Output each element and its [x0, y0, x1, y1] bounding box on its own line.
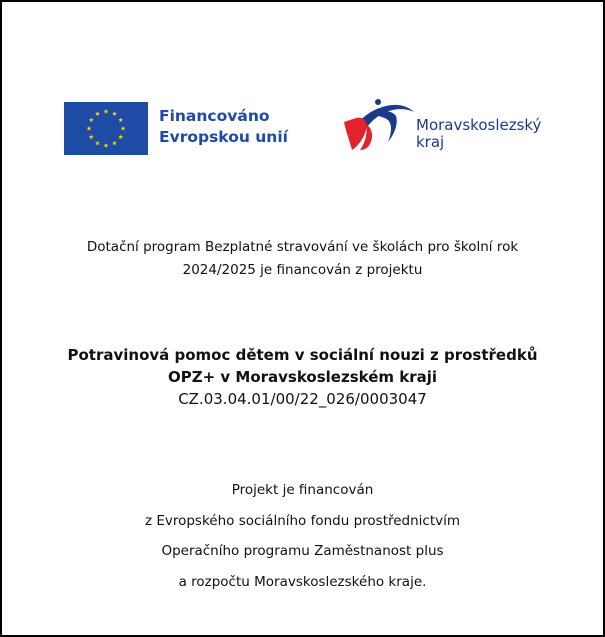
region-label-line2: kraj [416, 133, 445, 151]
eu-star-icon [118, 134, 123, 139]
project-title-line1: Potravinová pomoc dětem v sociální nouzi z prostředků [67, 346, 538, 364]
project-title-line2: OPZ+ v Moravskoslezském kraji [167, 368, 438, 386]
region-label [416, 117, 541, 151]
eu-flag-icon [64, 102, 148, 155]
eu-star-icon [112, 141, 117, 146]
region-label-line1: Moravskoslezský [416, 116, 542, 134]
eu-star-icon [95, 111, 100, 116]
eu-star-icon [104, 109, 109, 114]
funding-line1: Projekt je financován [231, 482, 374, 498]
intro-line2: 2024/2025 je financován z projektu [182, 262, 423, 278]
eu-label-line1: Financováno [159, 107, 270, 125]
eu-funding-label [159, 106, 288, 148]
moravskoslezsky-kraj-logo-icon [342, 92, 416, 156]
funding-line3: Operačního programu Zaměstnanost plus [161, 543, 444, 559]
eu-star-icon [104, 143, 109, 148]
funding-line4: a rozpočtu Moravskoslezského kraje. [178, 573, 427, 590]
eu-star-icon [95, 141, 100, 146]
eu-star-icon [121, 126, 126, 131]
funding-paragraph [2, 475, 603, 597]
logo-bar [2, 92, 603, 162]
project-block [2, 344, 603, 410]
intro-paragraph [2, 236, 603, 282]
eu-star-icon [89, 134, 94, 139]
intro-line1: Dotační program Bezplatné stravování ve školách pro školní rok [86, 239, 519, 255]
eu-star-icon [112, 111, 117, 116]
eu-label-line2: Evropskou unií [159, 128, 288, 146]
eu-star-icon [118, 117, 123, 122]
funding-line2: z Evropského sociálního fondu prostřednictvím [144, 512, 461, 529]
eu-star-icon [89, 117, 94, 122]
project-code: CZ.03.04.01/00/22_026/0003047 [178, 390, 427, 408]
eu-star-icon [87, 126, 92, 131]
